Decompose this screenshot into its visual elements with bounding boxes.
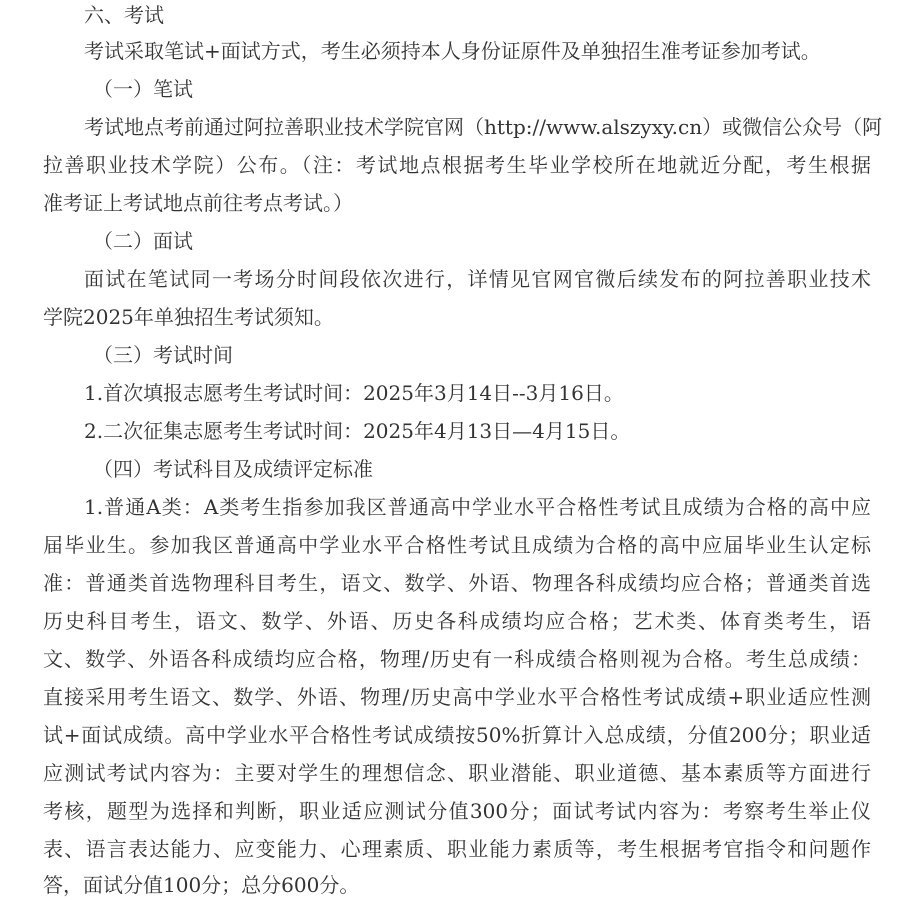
interview-line-1: 面试在笔试同一考场分时间段依次进行，详情见官网官微后续发布的阿拉善职业技术 [84,267,871,291]
subheading-written-exam: （一）笔试 [93,77,193,101]
scoring-line-5: 文、数学、外语各科成绩均应合格，物理/历史有一科成绩合格则视为合格。考生总成绩： [43,647,871,671]
scoring-line-3: 准：普通类首选物理科目考生，语文、数学、外语、物理各科成绩均应合格；普通类首选 [43,571,871,595]
exam-time-item-1: 1.首次填报志愿考生考试时间：2025年3月14日--3月16日。 [84,381,624,405]
subheading-subjects-scoring: （四）考试科目及成绩评定标准 [93,457,373,481]
scoring-line-9: 考核，题型为选择和判断，职业适应测试分值300分；面试考试内容为：考察考生举止仪 [43,799,871,823]
subheading-exam-time: （三）考试时间 [93,343,233,367]
scoring-line-7: 试+面试成绩。高中学业水平合格性考试成绩按50%折算计入总成绩，分值200分；职业适 [43,723,871,747]
scoring-line-2: 届毕业生。参加我区普通高中学业水平合格性考试且成绩为合格的高中应届毕业生认定标 [43,533,871,557]
exam-time-item-2: 2.二次征集志愿考生考试时间：2025年4月13日—4月15日。 [84,419,631,443]
scoring-line-4: 历史科目考生，语文、数学、外语、历史各科成绩均应合格；艺术类、体育类考生，语 [43,609,871,633]
interview-line-2: 学院2025年单独招生考试须知。 [43,305,334,329]
section-heading-exam: 六、考试 [84,3,164,27]
scoring-line-11: 答，面试分值100分；总分600分。 [43,873,360,897]
written-exam-line-1: 考试地点考前通过阿拉善职业技术学院官网（http://www.alszyxy.cn）或微信公众号（阿 [84,115,883,139]
exam-method-paragraph: 考试采取笔试+面试方式，考生必须持本人身份证原件及单独招生准考证参加考试。 [84,39,821,63]
subheading-interview: （二）面试 [93,229,193,253]
scoring-line-10: 表、语言表达能力、应变能力、心理素质、职业能力素质等，考生根据考官指令和问题作 [43,837,871,861]
scoring-line-8: 应测试考试内容为：主要对学生的理想信念、职业潜能、职业道德、基本素质等方面进行 [43,761,871,785]
written-exam-line-2: 拉善职业技术学院）公布。（注：考试地点根据考生毕业学校所在地就近分配，考生根据 [43,153,871,177]
scoring-line-6: 直接采用考生语文、数学、外语、物理/历史高中学业水平合格性考试成绩+职业适应性测 [43,685,871,709]
written-exam-line-3: 准考证上考试地点前往考点考试。） [43,191,353,215]
scoring-line-1: 1.普通A类：A类考生指参加我区普通高中学业水平合格性考试且成绩为合格的高中应 [84,495,871,519]
